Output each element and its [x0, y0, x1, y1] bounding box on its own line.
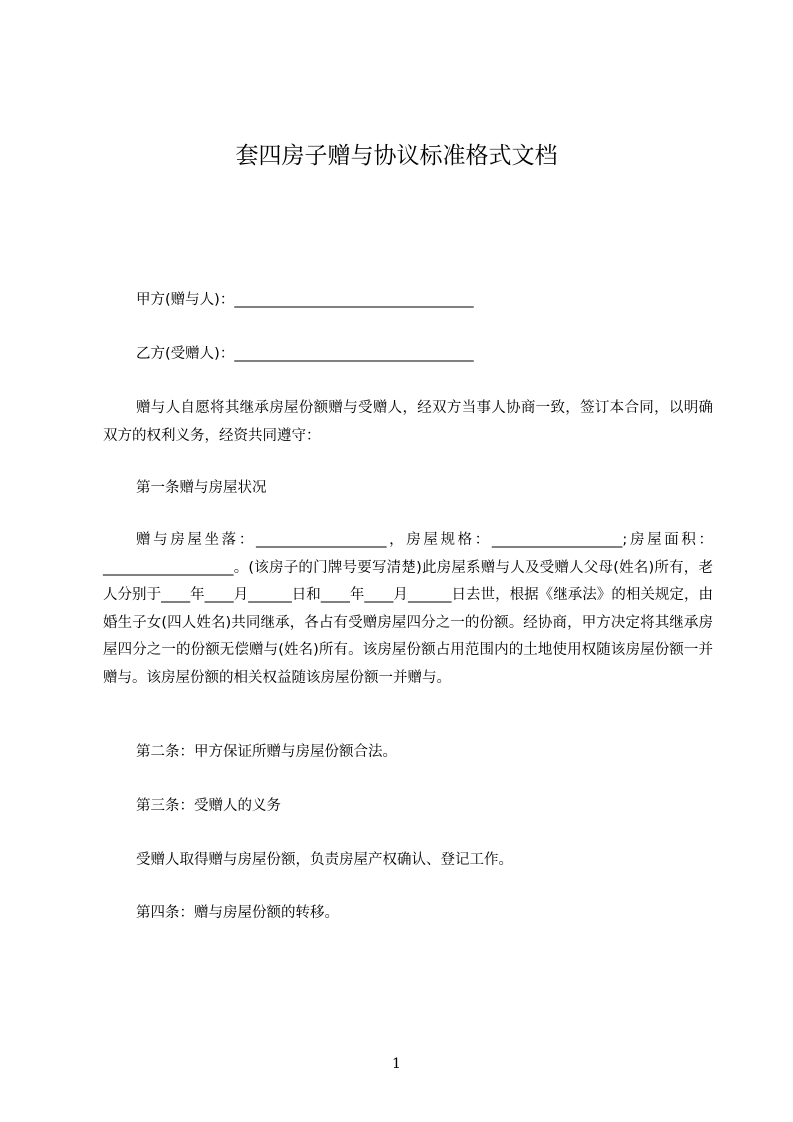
document-title: 套四房子赠与协议标准格式文档 [235, 143, 558, 169]
article-1-body: 赠与房屋坐落：__________________，房屋规格：__________________;房屋面积：__________________。(该房子的门牌号要写清楚)此房屋系赠与人及受赠人父母(姓名)所有，老人分别于____年____月______日和____年____月______日去世，根据《继承法》的相关规定，由婚生子女(四人姓名)共同继承，各占有受赠房屋四分之一的份额。经协商，甲方决定将其继承房屋四分之一的份额无偿赠与(姓名)所有。该房屋份额占用范围内的土地使用权随该房屋份额一并赠与。该房屋份额的相关权益随该房屋份额一并赠与。 [103, 532, 713, 686]
article-2: 第二条：甲方保证所赠与房屋份额合法。 [136, 744, 397, 760]
article-1-heading: 第一条赠与房屋状况 [136, 480, 267, 496]
article-3-body: 受赠人取得赠与房屋份额，负责房屋产权确认、登记工作。 [136, 852, 513, 868]
party-b-line: 乙方(受赠人)：_________________________________ [136, 346, 474, 362]
party-a-line: 甲方(赠与人)：_________________________________ [136, 292, 474, 308]
page-number: 1 [392, 1056, 401, 1072]
article-3-heading: 第三条：受赠人的义务 [136, 798, 281, 814]
article-4: 第四条：赠与房屋份额的转移。 [136, 905, 339, 921]
intro-paragraph: 赠与人自愿将其继承房屋份额赠与受赠人，经双方当事人协商一致，签订本合同，以明确双方的权利义务，经资共同遵守： [103, 400, 713, 444]
